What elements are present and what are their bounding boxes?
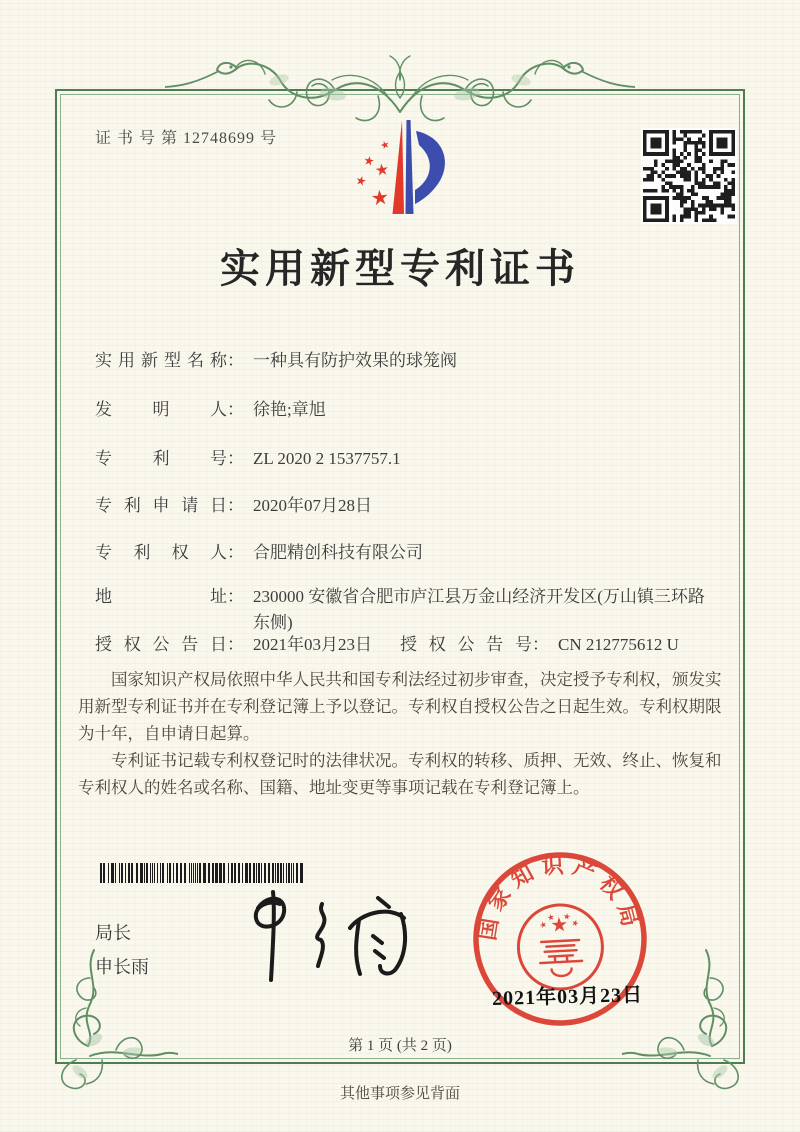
field-value: ZL 2020 2 1537757.1 bbox=[253, 449, 401, 468]
field-patent-number: 专利号： ZL 2020 2 1537757.1 bbox=[95, 446, 401, 472]
field-value: 一种具有防护效果的球笼阀 bbox=[253, 351, 457, 370]
field-address: 地址： 230000 安徽省合肥市庐江县万金山经济开发区(万山镇三环路东侧) bbox=[95, 584, 719, 636]
seal-date: 2021年03月23日 bbox=[491, 984, 644, 1010]
field-label: 授权公告日 bbox=[95, 635, 227, 654]
barcode-icon bbox=[100, 863, 308, 883]
grant-number-pair: 授权公告号： CN 212775612 U bbox=[400, 632, 679, 658]
field-value: 230000 安徽省合肥市庐江县万金山经济开发区(万山镇三环路东侧) bbox=[253, 587, 705, 632]
field-label: 专利申请日 bbox=[95, 496, 227, 515]
legal-paragraph-2: 专利证书记载专利权登记时的法律状况。专利权的转移、质押、无效、终止、恢复和专利权人的姓名或名称、国籍、地址变更等事项记载在专利登记簿上。 bbox=[78, 751, 722, 797]
field-label: 授权公告号 bbox=[400, 635, 532, 654]
field-label: 专利权人 bbox=[95, 543, 227, 562]
field-label: 发明人 bbox=[95, 400, 227, 419]
field-inventor: 发明人： 徐艳;章旭 bbox=[95, 397, 326, 423]
commissioner-title: 局长 bbox=[95, 923, 131, 943]
certificate-number: 证 书 号 第 12748699 号 bbox=[95, 130, 278, 147]
certificate-title: 实用新型专利证书 bbox=[220, 246, 580, 291]
field-label: 专利号 bbox=[95, 449, 227, 468]
qr-code-icon bbox=[643, 130, 735, 222]
seal-ring-text: 国家知识产权局 bbox=[474, 852, 645, 943]
grant-number-value: CN 212775612 U bbox=[558, 635, 679, 654]
back-side-note: 其他事项参见背面 bbox=[339, 1086, 460, 1102]
qr-code bbox=[641, 128, 737, 224]
legal-paragraph-1: 国家知识产权局依照中华人民共和国专利法经过初步审查，决定授予专利权，颁发实用新型专利证书并在专利登记簿上予以登记。专利权自授权公告之日起生效。专利权期限为十年，自申请日起算。 bbox=[78, 670, 722, 743]
signoff-block bbox=[95, 916, 149, 984]
field-value: 合肥精创科技有限公司 bbox=[253, 543, 423, 562]
field-label: 地址 bbox=[95, 587, 227, 606]
cnipa-logo-icon bbox=[336, 110, 466, 236]
signature-icon bbox=[222, 884, 428, 992]
field-patentee: 专利权人： 合肥精创科技有限公司 bbox=[95, 540, 423, 566]
field-label: 实用新型名称 bbox=[95, 351, 227, 370]
field-filing-date: 专利申请日： 2020年07月28日 bbox=[95, 493, 372, 519]
grant-date-value: 2021年03月23日 bbox=[253, 635, 372, 654]
legal-text-block bbox=[78, 666, 726, 801]
field-value: 2020年07月28日 bbox=[253, 496, 372, 515]
grant-date-pair: 授权公告日： 2021年03月23日 bbox=[95, 632, 372, 658]
field-value: 徐艳;章旭 bbox=[253, 400, 326, 419]
commissioner-name: 申长雨 bbox=[95, 957, 149, 977]
page-indicator: 第 1 页 (共 2 页) bbox=[348, 1038, 452, 1054]
field-utility-model-name: 实用新型名称： 一种具有防护效果的球笼阀 bbox=[95, 348, 457, 374]
